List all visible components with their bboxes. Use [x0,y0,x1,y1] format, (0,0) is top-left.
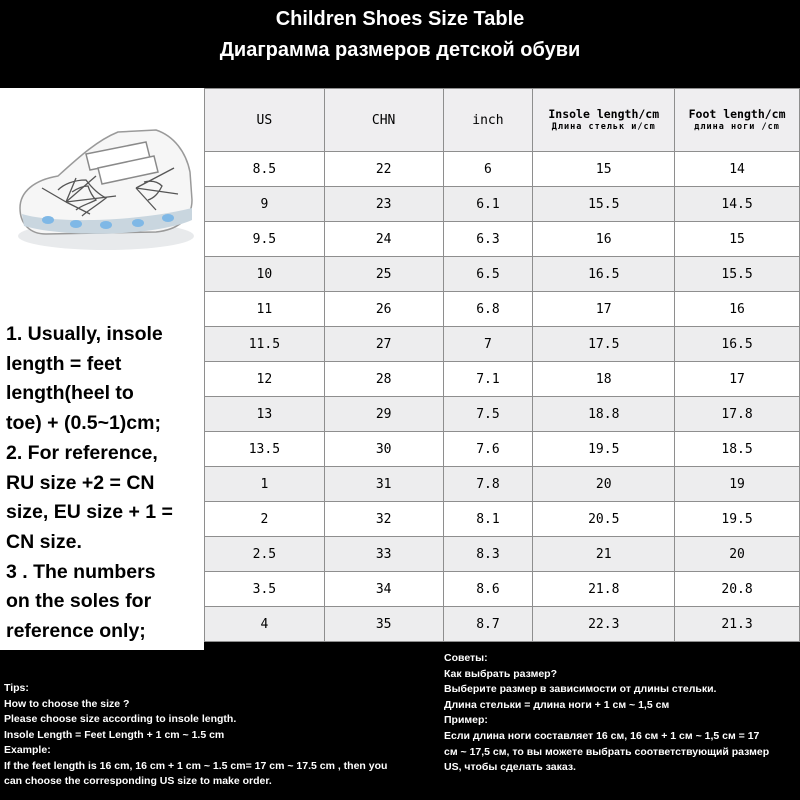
cell-insole-length: 22.3 [533,607,675,642]
table-row [205,397,800,432]
left-panel [0,88,204,650]
note-line: length(heel to [6,382,134,405]
cell-us: 4 [205,607,325,642]
header-foot-length [675,89,800,152]
cell-inch: 7.5 [443,397,533,432]
table-header-row [205,89,800,152]
tips-russian [444,651,798,776]
cell-foot-length: 20.8 [675,572,800,607]
cell-insole-length: 21.8 [533,572,675,607]
tip-line: Please choose size according to insole length. [4,713,237,725]
table-row [205,502,800,537]
cell-us: 11.5 [205,327,325,362]
cell-chn: 22 [324,152,443,187]
cell-inch: 6.1 [443,187,533,222]
cell-us: 13 [205,397,325,432]
cell-foot-length: 19.5 [675,502,800,537]
cell-foot-length: 16 [675,292,800,327]
note-line: 2. For reference, [6,441,158,464]
cell-inch: 7.1 [443,362,533,397]
tip-line: Как выбрать размер? [444,667,557,680]
table-row [205,572,800,607]
note-line: on the soles for [6,590,152,613]
cell-foot-length: 15 [675,222,800,257]
size-notes [6,320,200,647]
note-line: toe) + (0.5~1)cm; [6,412,161,435]
cell-us: 10 [205,257,325,292]
tip-line: can choose the corresponding US size to make order. [4,775,272,787]
tip-line: Example: [4,744,51,756]
note-line: RU size +2 = CN [6,471,155,494]
cell-insole-length: 16.5 [533,257,675,292]
table-row [205,257,800,292]
cell-us: 8.5 [205,152,325,187]
cell-insole-length: 20 [533,467,675,502]
cell-inch: 7 [443,327,533,362]
note-line: reference only; [6,620,146,643]
header-inch: inch [443,89,533,152]
table-row [205,187,800,222]
tip-line: Пример: [444,714,488,727]
cell-chn: 25 [324,257,443,292]
cell-inch: 6.3 [443,222,533,257]
table-row [205,432,800,467]
note-line: CN size. [6,530,82,553]
tips-english [4,681,440,790]
cell-inch: 8.3 [443,537,533,572]
tip-line: Tips: [4,682,29,694]
cell-insole-length: 17.5 [533,327,675,362]
cell-foot-length: 17 [675,362,800,397]
cell-insole-length: 18 [533,362,675,397]
note-line: 1. Usually, insole [6,323,163,345]
cell-us: 9 [205,187,325,222]
tip-line: Insole Length = Feet Length + 1 cm ~ 1.5 cm [4,728,225,741]
tip-line: Если длина ноги составляет 16 см, 16 см + 1 см ~ 1,5 см = 17 [444,729,760,742]
cell-chn: 35 [324,607,443,642]
cell-inch: 7.8 [443,467,533,502]
cell-chn: 24 [324,222,443,257]
cell-insole-length: 21 [533,537,675,572]
cell-chn: 23 [324,187,443,222]
cell-chn: 32 [324,502,443,537]
cell-insole-length: 19.5 [533,432,675,467]
cell-us: 3.5 [205,572,325,607]
header-chn: CHN [324,89,443,152]
cell-us: 12 [205,362,325,397]
size-table [204,88,800,642]
cell-us: 2.5 [205,537,325,572]
header-us: US [205,89,325,152]
cell-inch: 6.5 [443,257,533,292]
header-foot-ru: длина ноги /cm [694,122,780,132]
cell-foot-length: 14.5 [675,187,800,222]
cell-foot-length: 20 [675,537,800,572]
table-row [205,222,800,257]
cell-us: 11 [205,292,325,327]
cell-insole-length: 18.8 [533,397,675,432]
cell-foot-length: 19 [675,467,800,502]
cell-us: 13.5 [205,432,325,467]
tip-line: Длина стельки = длина ноги + 1 см ~ 1,5 см [444,698,670,711]
note-line: length = feet [6,352,122,375]
table-row [205,292,800,327]
cell-inch: 8.7 [443,607,533,642]
cell-insole-length: 15.5 [533,187,675,222]
cell-chn: 28 [324,362,443,397]
tip-line: Советы: [444,652,488,664]
table-row [205,537,800,572]
table-row [205,152,800,187]
cell-inch: 6 [443,152,533,187]
cell-chn: 27 [324,327,443,362]
title-english: Children Shoes Size Table [275,8,525,30]
cell-us: 9.5 [205,222,325,257]
cell-us: 2 [205,502,325,537]
tip-line: How to choose the size ? [4,697,130,710]
table-row [205,607,800,642]
cell-chn: 30 [324,432,443,467]
cell-foot-length: 15.5 [675,257,800,292]
cell-us: 1 [205,467,325,502]
cell-insole-length: 20.5 [533,502,675,537]
cell-insole-length: 16 [533,222,675,257]
cell-foot-length: 17.8 [675,397,800,432]
tip-line: Выберите размер в зависимости от длины стельки. [444,683,717,696]
cell-insole-length: 17 [533,292,675,327]
header-insole-en: Insole length/cm [548,107,660,121]
cell-insole-length: 15 [533,152,675,187]
title-russian: Диаграмма размеров детской обуви [219,39,581,61]
cell-chn: 31 [324,467,443,502]
light-up-sneaker-icon [6,96,198,266]
header-insole-ru: Длина стельк и/cm [551,122,656,132]
cell-foot-length: 16.5 [675,327,800,362]
header-foot-en: Foot length/cm [688,107,786,121]
cell-inch: 6.8 [443,292,533,327]
header [0,0,800,88]
tip-line: US, чтобы сделать заказ. [444,761,576,774]
cell-chn: 34 [324,572,443,607]
cell-foot-length: 18.5 [675,432,800,467]
tip-line: см ~ 17,5 см, то вы можете выбрать соответствующий размер [444,745,770,758]
cell-inch: 8.6 [443,572,533,607]
cell-inch: 7.6 [443,432,533,467]
cell-chn: 26 [324,292,443,327]
cell-chn: 33 [324,537,443,572]
cell-inch: 8.1 [443,502,533,537]
table-row [205,467,800,502]
cell-foot-length: 14 [675,152,800,187]
tip-line: If the feet length is 16 cm, 16 cm + 1 cm ~ 1.5 cm= 17 cm ~ 17.5 cm , then you [4,759,388,772]
header-insole-length [533,89,675,152]
note-line: size, EU size + 1 = [6,501,173,524]
cell-foot-length: 21.3 [675,607,800,642]
note-line: 3 . The numbers [6,560,156,583]
table-row [205,327,800,362]
cell-chn: 29 [324,397,443,432]
table-row [205,362,800,397]
